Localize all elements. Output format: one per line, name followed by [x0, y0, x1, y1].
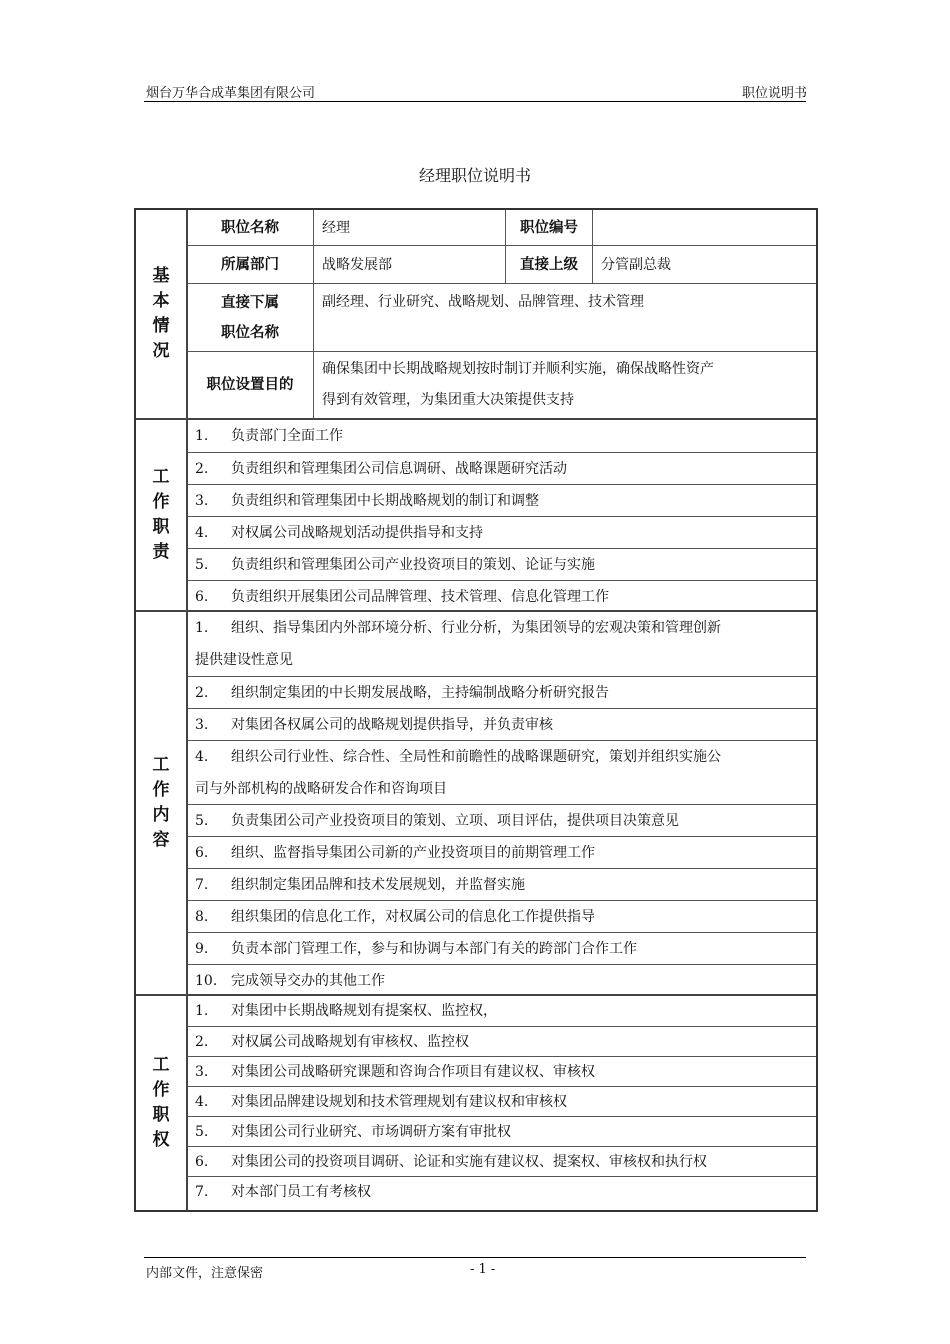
section-label-duties: 工作职责: [136, 420, 188, 610]
footer-note: 内部文件，注意保密: [146, 1266, 264, 1281]
authority-item: 3. 对集团公司战略研究课题和咨询合作项目有建议权、审核权: [187, 1056, 816, 1087]
position-code-value: [593, 210, 816, 246]
page-number: - 1 -: [470, 1262, 496, 1277]
section-label-authority: 工作职权: [136, 996, 188, 1210]
authority-item: 4. 对集团品牌建设规划和技术管理规划有建议权和审核权: [187, 1086, 816, 1117]
section-label-basic: 基本情况: [136, 210, 188, 418]
content-item: 8. 组织集团的信息化工作，对权属公司的信息化工作提供指导: [187, 900, 816, 933]
authority-item: 2. 对权属公司战略规划有审核权、监控权: [187, 1026, 816, 1057]
content-item: 9. 负责本部门管理工作，参与和协调与本部门有关的跨部门合作工作: [187, 932, 816, 965]
purpose-value: 确保集团中长期战略规划按时制订并顺利实施，确保战略性资产 得到有效管理，为集团重大决策提供支持: [322, 361, 714, 408]
content-item: 2. 组织制定集团的中长期发展战略，主持编制战略分析研究报告: [187, 676, 816, 709]
basic-info-section: [136, 210, 816, 418]
content-item: 10. 完成领导交办的其他工作: [187, 964, 816, 997]
authority-section: [136, 994, 816, 1210]
content-item: 6. 组织、监督指导集团公司新的产业投资项目的前期管理工作: [187, 836, 816, 869]
position-name-label: 职位名称: [187, 210, 314, 246]
position-code-label: 职位编号: [506, 210, 593, 246]
authority-item: 1. 对集团中长期战略规划有提案权、监控权，: [195, 1003, 497, 1019]
content-item: 7. 组织制定集团品牌和技术发展规划，并监督实施: [187, 868, 816, 901]
duty-item: 1. 负责部门全面工作: [195, 428, 343, 444]
footer-rule: [144, 1257, 806, 1258]
subordinates-value: 副经理、行业研究、战略规划、品牌管理、技术管理: [314, 284, 816, 352]
duties-section: [136, 418, 816, 610]
content-section: [136, 610, 816, 994]
content-item: 3. 对集团各权属公司的战略规划提供指导，并负责审核: [187, 708, 816, 741]
duty-item: 4. 对权属公司战略规划活动提供指导和支持: [187, 516, 816, 549]
section-label-content: 工作内容: [136, 612, 188, 994]
superior-label: 直接上级: [506, 246, 593, 284]
authority-item: 7. 对本部门员工有考核权: [187, 1176, 816, 1207]
department-label: 所属部门: [187, 246, 314, 284]
header-company: 烟台万华合成革集团有限公司: [146, 86, 316, 101]
duty-item: 3. 负责组织和管理集团中长期战略规划的制订和调整: [187, 484, 816, 517]
content-item: 1. 组织、指导集团内外部环境分析、行业分析，为集团领导的宏观决策和管理创新 提供建设性意见: [195, 620, 721, 668]
purpose-label: 职位设置目的: [187, 352, 314, 418]
authority-item: 5. 对集团公司行业研究、市场调研方案有审批权: [187, 1116, 816, 1147]
department-value: 战略发展部: [314, 246, 506, 284]
position-name-value: 经理: [314, 210, 506, 246]
content-item: 5. 负责集团公司产业投资项目的策划、立项、项目评估，提供项目决策意见: [187, 804, 816, 837]
content-item: 4. 组织公司行业性、综合性、全局性和前瞻性的战略课题研究，策划并组织实施公 司与外部机构的战略研发合作和咨询项目: [187, 740, 816, 805]
job-description-table: [134, 208, 818, 1212]
duty-item: 6. 负责组织开展集团公司品牌管理、技术管理、信息化管理工作: [187, 580, 816, 613]
subordinates-label: 直接下属 职位名称: [187, 284, 314, 352]
authority-item: 6. 对集团公司的投资项目调研、论证和实施有建议权、提案权、审核权和执行权: [187, 1146, 816, 1177]
document-title: 经理职位说明书: [418, 166, 531, 185]
duty-item: 2. 负责组织和管理集团公司信息调研、战略课题研究活动: [187, 452, 816, 485]
header-rule: [144, 101, 806, 102]
superior-value: 分管副总裁: [593, 246, 816, 284]
header-doc-type: 职位说明书: [741, 86, 807, 101]
duty-item: 5. 负责组织和管理集团公司产业投资项目的策划、论证与实施: [187, 548, 816, 581]
